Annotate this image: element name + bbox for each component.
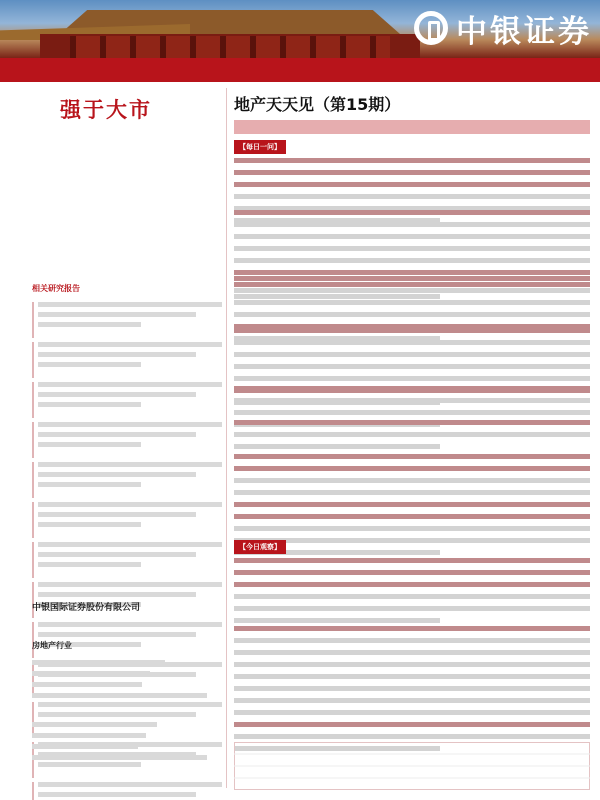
- related-report-text-placeholder: [38, 392, 196, 397]
- related-report-text-placeholder: [38, 462, 222, 467]
- related-report-text-placeholder: [38, 352, 196, 357]
- report-subtitle-placeholder: [234, 120, 590, 134]
- related-report-text-placeholder: [38, 442, 141, 447]
- industry-rating: 强于大市: [60, 98, 152, 122]
- related-report-text-placeholder: [38, 342, 222, 347]
- bank-of-china-logo-icon: [414, 11, 448, 45]
- related-report-text-placeholder: [38, 792, 196, 797]
- related-report-text-placeholder: [38, 512, 196, 517]
- related-report-text-placeholder: [38, 432, 196, 437]
- analyst-block: [32, 722, 222, 766]
- section-tag-today-observation: 【今日观察】: [234, 540, 286, 554]
- related-report-text-placeholder: [38, 622, 222, 627]
- related-report-item[interactable]: [32, 502, 222, 538]
- related-report-text-placeholder: [38, 402, 141, 407]
- related-report-text-placeholder: [38, 562, 141, 567]
- related-report-item[interactable]: [32, 422, 222, 458]
- analyst-block: [32, 660, 222, 704]
- related-report-text-placeholder: [38, 542, 222, 547]
- section-paragraph-6: [234, 454, 590, 562]
- brand-logo: [414, 4, 592, 52]
- related-report-text-placeholder: [38, 362, 141, 367]
- related-report-text-placeholder: [38, 382, 222, 387]
- related-report-text-placeholder: [38, 522, 141, 527]
- report-title: 地产天天见（第15期）: [234, 95, 401, 114]
- related-report-text-placeholder: [38, 472, 196, 477]
- related-report-text-placeholder: [38, 302, 222, 307]
- observation-paragraph-1: [234, 558, 590, 630]
- column-divider: [226, 88, 227, 788]
- related-report-item[interactable]: [32, 462, 222, 498]
- related-report-text-placeholder: [38, 312, 196, 317]
- related-report-text-placeholder: [38, 502, 222, 507]
- related-report-text-placeholder: [38, 422, 222, 427]
- header-banner: [0, 0, 600, 58]
- related-report-text-placeholder: [38, 552, 196, 557]
- industry-label: 房地产行业: [32, 641, 72, 650]
- related-report-item[interactable]: [32, 382, 222, 418]
- observation-paragraph-2: [234, 626, 590, 758]
- section-paragraph-5: [234, 420, 590, 456]
- related-report-text-placeholder: [38, 592, 196, 597]
- related-report-item[interactable]: [32, 342, 222, 378]
- market-chart: [234, 742, 590, 790]
- related-report-item[interactable]: [32, 302, 222, 338]
- company-name: 中银国际证券股份有限公司: [32, 603, 141, 613]
- related-report-text-placeholder: [38, 582, 222, 587]
- related-report-item[interactable]: [32, 542, 222, 578]
- info-bar: [0, 58, 600, 82]
- related-report-text-placeholder: [38, 632, 196, 637]
- related-report-text-placeholder: [38, 322, 141, 327]
- related-reports-title: 相关研究报告: [32, 284, 80, 293]
- related-report-text-placeholder: [38, 712, 196, 717]
- related-report-item[interactable]: [32, 782, 222, 800]
- palace-columns-illustration: [70, 36, 390, 58]
- section-tag-daily-question: 【每日一问】: [234, 140, 286, 154]
- brand-name: 中银证券: [456, 13, 592, 50]
- related-report-text-placeholder: [38, 782, 222, 787]
- related-report-text-placeholder: [38, 482, 141, 487]
